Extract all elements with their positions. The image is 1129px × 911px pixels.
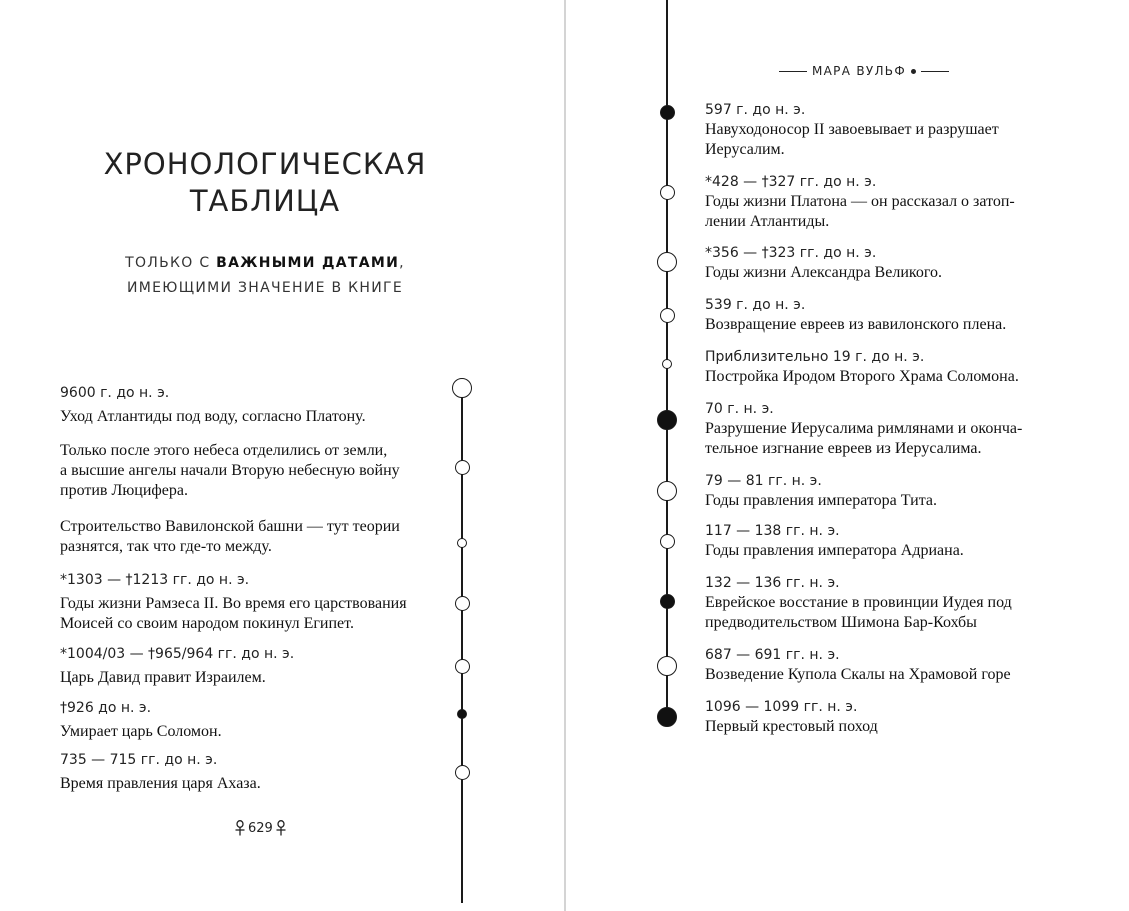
entry-description-line: Годы жизни Платона — он рассказал о затоп-: [705, 193, 1015, 210]
timeline-marker: [662, 359, 672, 369]
page-subtitle: [60, 251, 470, 301]
timeline-line: [461, 380, 462, 903]
timeline-marker: [660, 185, 675, 200]
entry-description-line: Уход Атлантиды под воду, согласно Платону.: [60, 408, 366, 425]
timeline-entry: [60, 441, 400, 501]
timeline-entry: [705, 645, 1011, 685]
timeline-entry: [705, 100, 999, 160]
timeline-entry: [60, 570, 407, 634]
entry-description-line: Возведение Купола Скалы на Храмовой горе: [705, 666, 1011, 683]
timeline-marker: [657, 481, 677, 501]
right-page: [566, 0, 1129, 911]
entry-description-line: Годы правления императора Адриана.: [705, 542, 964, 559]
entry-description: [60, 407, 366, 427]
entry-date: 79 — 81 гг. н. э.: [705, 473, 822, 489]
entry-description-line: Разрушение Иерусалима римлянами и оконча-: [705, 420, 1023, 437]
entry-date: *1004/03 — †965/964 гг. до н. э.: [60, 646, 295, 662]
timeline-entry: [60, 383, 366, 427]
timeline-marker: [657, 252, 677, 272]
entry-description: [60, 774, 261, 794]
timeline-entry: [60, 644, 294, 688]
subtitle-line-2: ИМЕЮЩИМИ ЗНАЧЕНИЕ В КНИГЕ: [127, 280, 403, 296]
timeline-marker: [455, 765, 470, 780]
entry-description: [60, 722, 222, 742]
entry-description: [705, 593, 1012, 633]
entry-description-line: Годы правления императора Тита.: [705, 492, 937, 509]
entry-description-line: Годы жизни Рамзеса II. Во время его царствования: [60, 595, 407, 612]
timeline-marker: [660, 534, 675, 549]
entry-date: *356 — †323 гг. до н. э.: [705, 245, 877, 261]
entry-date: 70 г. н. э.: [705, 401, 774, 417]
entry-date: 1096 — 1099 гг. н. э.: [705, 699, 858, 715]
timeline-marker: [455, 460, 470, 475]
entry-description: [705, 263, 942, 283]
entry-date: 117 — 138 гг. н. э.: [705, 523, 840, 539]
entry-description-line: против Люцифера.: [60, 482, 188, 499]
entry-date: 9600 г. до н. э.: [60, 385, 170, 401]
entry-date: 132 — 136 гг. н. э.: [705, 575, 840, 591]
subtitle-bold: ВАЖНЫМИ ДАТАМИ: [216, 255, 400, 271]
entry-description: [705, 367, 1019, 387]
entry-description-line: Моисей со своим народом покинул Египет.: [60, 615, 354, 632]
entry-description: [60, 594, 407, 634]
entry-description-line: тельное изгнание евреев из Иерусалима.: [705, 440, 982, 457]
entry-date: Приблизительно 19 г. до н. э.: [705, 349, 925, 365]
entry-description: [705, 315, 1006, 335]
entry-description: [705, 419, 1022, 459]
timeline-entry: [705, 697, 878, 737]
timeline-marker: [457, 709, 467, 719]
timeline-entry: [705, 243, 942, 283]
entry-description-line: Иерусалим.: [705, 141, 785, 158]
entry-description-line: Умирает царь Соломон.: [60, 723, 222, 740]
timeline-entry: [705, 521, 964, 561]
timeline-marker: [660, 105, 675, 120]
entry-description-line: Постройка Иродом Второго Храма Соломона.: [705, 368, 1019, 385]
timeline-marker: [660, 594, 675, 609]
entry-description-line: предводительством Шимона Бар-Кохбы: [705, 614, 977, 631]
entry-description: [60, 441, 400, 501]
timeline-entry: [705, 399, 1022, 459]
timeline-marker: [452, 378, 472, 398]
entry-description-line: Навуходоносор II завоевывает и разрушает: [705, 121, 999, 138]
entry-description-line: Первый крестовый поход: [705, 718, 878, 735]
running-head: [779, 64, 949, 78]
entry-date: 539 г. до н. э.: [705, 297, 806, 313]
author-name: МАРА ВУЛЬФ: [812, 64, 906, 78]
timeline-entry: [705, 573, 1012, 633]
entry-date: 687 — 691 гг. н. э.: [705, 647, 840, 663]
entry-description: [705, 192, 1015, 232]
timeline-entry: [60, 750, 261, 794]
running-head-rule: [779, 71, 807, 72]
entry-description-line: лении Атлантиды.: [705, 213, 830, 230]
timeline-marker: [657, 656, 677, 676]
entry-description-line: Время правления царя Ахаза.: [60, 775, 261, 792]
entry-date: 735 — 715 гг. до н. э.: [60, 752, 218, 768]
timeline-entry: [705, 295, 1006, 335]
running-head-rule: [921, 71, 949, 72]
left-page: [0, 0, 564, 911]
entry-description: [705, 717, 878, 737]
timeline-entry: [705, 471, 937, 511]
entry-date: 597 г. до н. э.: [705, 102, 806, 118]
running-head-dot: [911, 69, 916, 74]
timeline-entry: [705, 347, 1019, 387]
title-line-1: ХРОНОЛОГИЧЕСКАЯ: [103, 147, 427, 181]
entry-date: *1303 — †1213 гг. до н. э.: [60, 572, 250, 588]
entry-description: [705, 665, 1011, 685]
timeline-marker: [657, 707, 677, 727]
entry-date: †926 до н. э.: [60, 700, 152, 716]
entry-description-line: Годы жизни Александра Великого.: [705, 264, 942, 281]
timeline-entry: [60, 517, 400, 557]
timeline-marker: [657, 410, 677, 430]
subtitle-text: ТОЛЬКО С: [125, 255, 217, 271]
title-line-2: ТАБЛИЦА: [189, 184, 341, 218]
timeline-marker: [455, 659, 470, 674]
page-title: [60, 146, 470, 220]
timeline-marker: [660, 308, 675, 323]
timeline-entry: [60, 698, 222, 742]
entry-description: [705, 541, 964, 561]
entry-description: [705, 120, 999, 160]
entry-date: *428 — †327 гг. до н. э.: [705, 174, 877, 190]
ankh-icon: [276, 820, 286, 836]
timeline-entry: [705, 172, 1015, 232]
entry-description: [60, 668, 294, 688]
entry-description: [705, 491, 937, 511]
entry-description-line: разнятся, так что где-то между.: [60, 538, 272, 555]
entry-description-line: Только после этого небеса отделились от земли,: [60, 442, 388, 459]
entry-description-line: а высшие ангелы начали Вторую небесную войну: [60, 462, 400, 479]
entry-description: [60, 517, 400, 557]
entry-description-line: Возвращение евреев из вавилонского плена.: [705, 316, 1007, 333]
entry-description-line: Еврейское восстание в провинции Иудея под: [705, 594, 1012, 611]
page-number: [235, 820, 286, 836]
entry-description-line: Строительство Вавилонской башни — тут теории: [60, 518, 400, 535]
ankh-icon: [235, 820, 245, 836]
timeline-marker: [457, 538, 467, 548]
timeline-marker: [455, 596, 470, 611]
subtitle-comma: ,: [399, 255, 405, 271]
page-number-text: 629: [248, 820, 273, 836]
entry-description-line: Царь Давид правит Израилем.: [60, 669, 266, 686]
